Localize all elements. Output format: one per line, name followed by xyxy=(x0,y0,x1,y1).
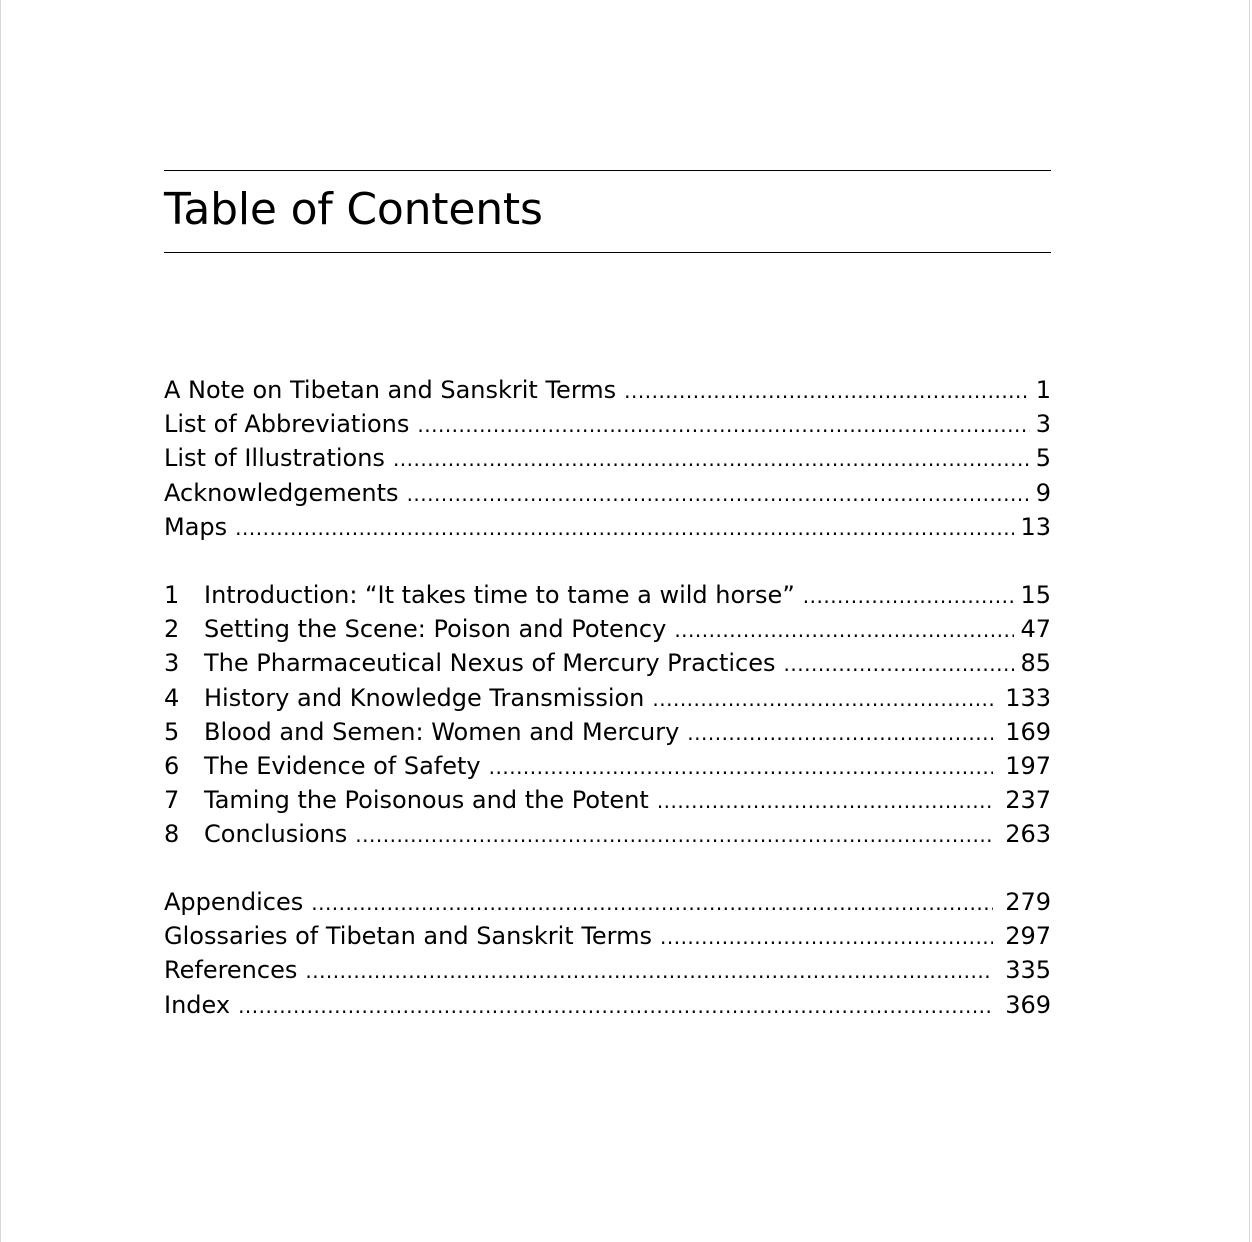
chapter-page-number: 47 xyxy=(1020,615,1051,644)
toc-entry xyxy=(164,373,1051,407)
dot-leader xyxy=(624,374,1030,407)
entry-label: Index xyxy=(164,990,231,1019)
chapter-number: 7 xyxy=(164,786,180,815)
chapter-number: 2 xyxy=(164,615,180,644)
toc-chapter-entry xyxy=(164,578,1051,612)
toc-entry xyxy=(164,407,1051,441)
dot-leader xyxy=(355,818,993,851)
chapter-page-number: 15 xyxy=(1020,581,1051,609)
entry-page-number: 297 xyxy=(1005,922,1051,951)
entry-label: References xyxy=(164,956,298,985)
entry-page-number: 335 xyxy=(1005,956,1051,985)
dot-leader xyxy=(235,511,1014,544)
entry-page-number: 3 xyxy=(1035,410,1051,439)
entry-page-number: 369 xyxy=(1005,990,1051,1019)
dot-leader xyxy=(238,989,993,1022)
dot-leader xyxy=(803,579,1015,612)
entry-label: Maps xyxy=(164,512,228,541)
chapter-number: 1 xyxy=(164,581,180,609)
toc-entry xyxy=(164,510,1051,544)
toc-chapter-entry xyxy=(164,612,1051,646)
entry-label: List of Illustrations xyxy=(164,444,385,473)
chapter-title: The Pharmaceutical Nexus of Mercury Practices xyxy=(204,649,776,678)
chapter-page-number: 197 xyxy=(1005,751,1051,780)
chapter-list xyxy=(164,578,1051,852)
chapter-number: 3 xyxy=(164,649,180,678)
dot-leader xyxy=(657,784,993,817)
chapter-title: Setting the Scene: Poison and Potency xyxy=(204,615,667,644)
chapter-title: Blood and Semen: Women and Mercury xyxy=(204,717,680,746)
dot-leader xyxy=(489,750,993,783)
chapter-number: 5 xyxy=(164,717,180,746)
page-title: Table of Contents xyxy=(164,184,543,235)
toc-entry xyxy=(164,988,1051,1022)
chapter-title: Taming the Poisonous and the Potent xyxy=(204,786,649,815)
back-matter-list xyxy=(164,885,1051,1022)
front-matter-list xyxy=(164,373,1051,544)
chapter-title: The Evidence of Safety xyxy=(204,751,481,780)
dot-leader xyxy=(687,716,993,749)
title-rule-bottom xyxy=(164,252,1051,253)
chapter-page-number: 85 xyxy=(1020,649,1051,678)
chapter-number: 4 xyxy=(164,683,180,712)
toc-chapter-entry xyxy=(164,715,1051,749)
entry-label: A Note on Tibetan and Sanskrit Terms xyxy=(164,376,617,404)
entry-page-number: 1 xyxy=(1035,376,1051,404)
toc-chapter-entry xyxy=(164,817,1051,851)
toc-entry xyxy=(164,441,1051,475)
entry-page-number: 13 xyxy=(1020,512,1051,541)
entry-label: List of Abbreviations xyxy=(164,410,410,439)
entry-label: Appendices xyxy=(164,888,304,916)
entry-page-number: 279 xyxy=(1005,888,1051,916)
toc-chapter-entry xyxy=(164,681,1051,715)
dot-leader xyxy=(407,477,1030,510)
entry-page-number: 5 xyxy=(1035,444,1051,473)
chapter-title: History and Knowledge Transmission xyxy=(204,683,645,712)
toc-chapter-entry xyxy=(164,783,1051,817)
dot-leader xyxy=(652,682,993,715)
chapter-number: 6 xyxy=(164,751,180,780)
chapter-number: 8 xyxy=(164,820,180,849)
toc-entry xyxy=(164,885,1051,919)
dot-leader xyxy=(784,647,1015,680)
chapter-title: Conclusions xyxy=(204,820,348,849)
dot-leader xyxy=(393,442,1030,475)
toc-entry xyxy=(164,919,1051,953)
toc-entry xyxy=(164,953,1051,987)
entry-label: Glossaries of Tibetan and Sanskrit Terms xyxy=(164,922,652,951)
entry-label: Acknowledgements xyxy=(164,478,399,507)
chapter-page-number: 263 xyxy=(1005,820,1051,849)
toc-chapter-entry xyxy=(164,646,1051,680)
chapter-page-number: 237 xyxy=(1005,786,1051,815)
chapter-page-number: 133 xyxy=(1005,683,1051,712)
toc-chapter-entry xyxy=(164,749,1051,783)
chapter-title: Introduction: “It takes time to tame a wild horse” xyxy=(204,581,795,609)
dot-leader xyxy=(311,886,993,919)
toc-entry xyxy=(164,476,1051,510)
dot-leader xyxy=(305,954,993,987)
dot-leader xyxy=(660,920,993,953)
dot-leader xyxy=(674,613,1014,646)
title-rule-top xyxy=(164,170,1051,171)
dot-leader xyxy=(417,408,1029,441)
chapter-page-number: 169 xyxy=(1005,717,1051,746)
entry-page-number: 9 xyxy=(1035,478,1051,507)
